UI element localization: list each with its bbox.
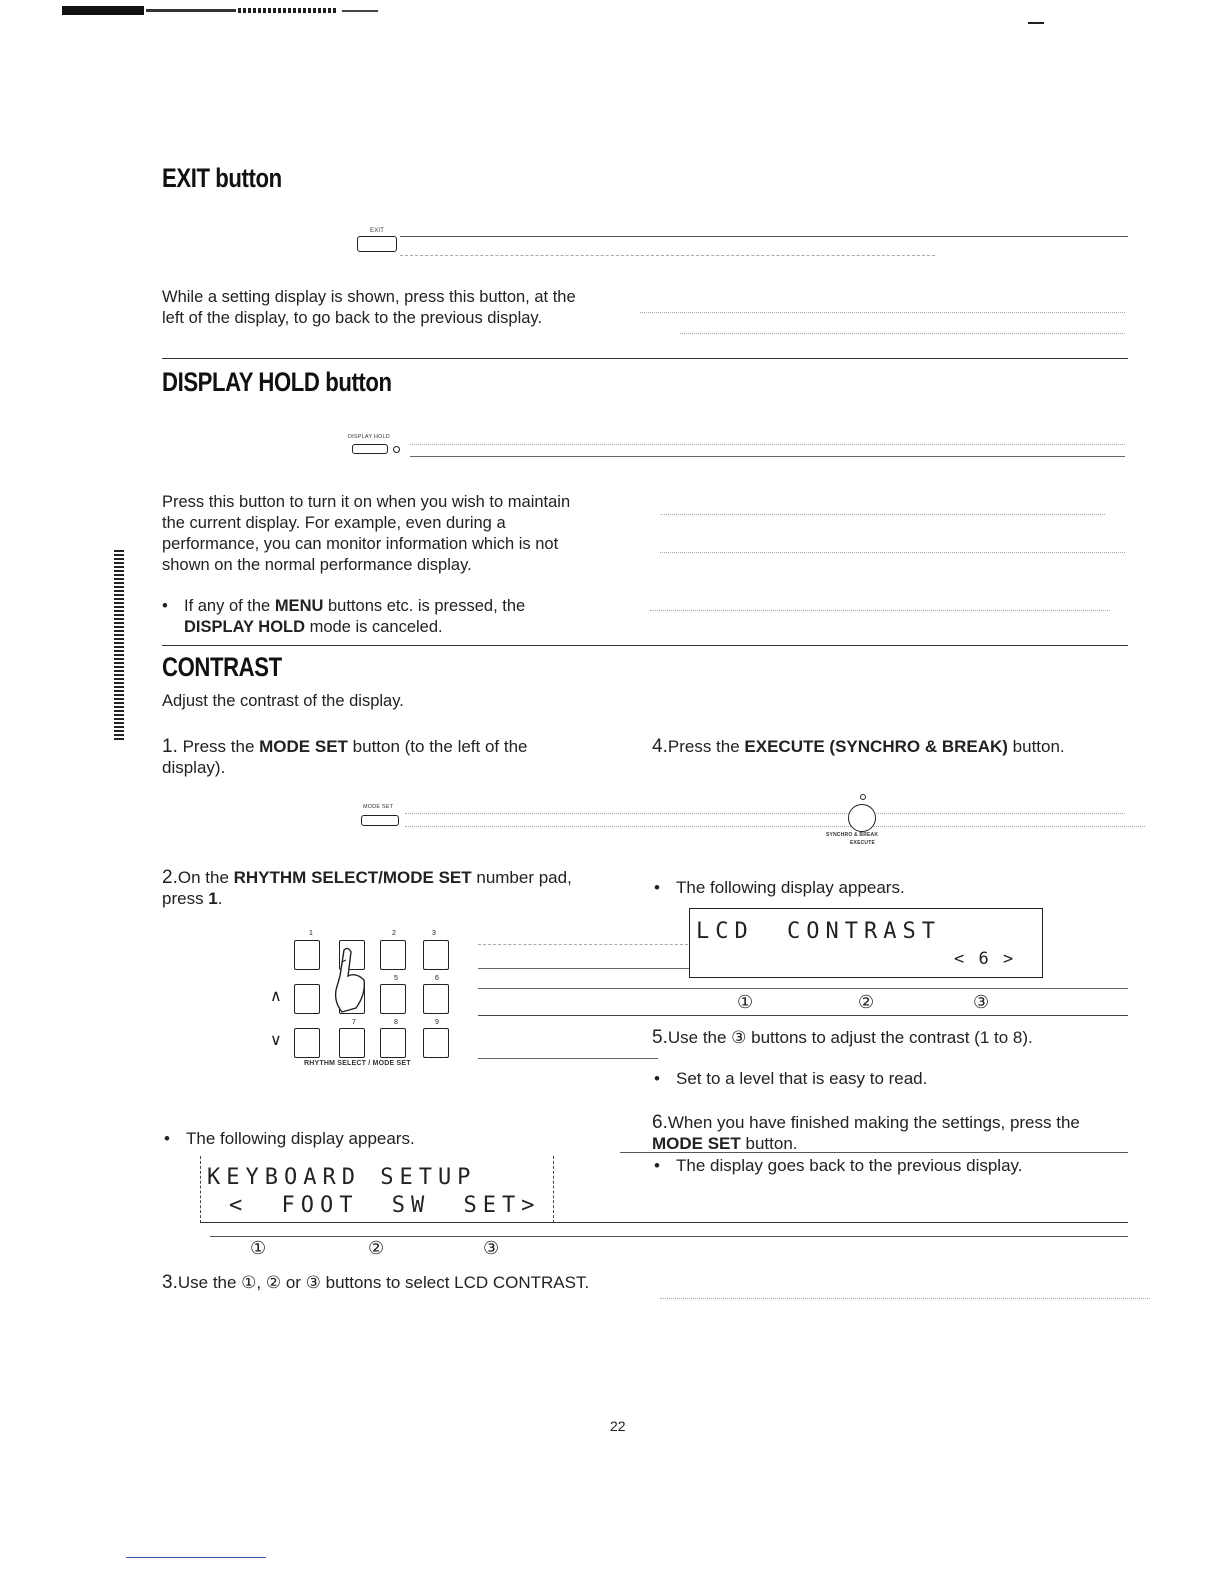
display-hold-led-icon bbox=[393, 446, 400, 453]
pad-number: 2 bbox=[392, 930, 396, 937]
step-5: 5.Use the ③ buttons to adjust the contrast (1 to 8). bbox=[652, 1027, 1033, 1048]
exit-button-caption: EXIT bbox=[370, 228, 385, 234]
pad-key-4[interactable] bbox=[294, 984, 320, 1014]
pad-number: 8 bbox=[394, 1019, 398, 1026]
pad-number: 3 bbox=[432, 930, 436, 937]
lcd1-button-3[interactable]: ③ bbox=[483, 1238, 500, 1259]
pad-number: 7 bbox=[352, 1019, 356, 1026]
pad-up-arrow[interactable]: ∧ bbox=[270, 988, 282, 1005]
binding-marks bbox=[114, 550, 124, 740]
execute-button[interactable] bbox=[848, 804, 876, 832]
page-number: 22 bbox=[610, 1418, 626, 1434]
rhythm-select-number-pad bbox=[266, 928, 476, 1073]
step-3: 3.Use the ①, ② or ③ buttons to select LCD CONTRAST. bbox=[162, 1272, 590, 1293]
step-6-note: • The display goes back to the previous display. bbox=[676, 1155, 1116, 1176]
lcd2-button-3[interactable]: ③ bbox=[973, 992, 990, 1013]
lcd2-button-2[interactable]: ② bbox=[858, 992, 875, 1013]
display-hold-section-title: DISPLAY HOLD button bbox=[162, 367, 392, 397]
pad-key-9[interactable] bbox=[380, 1028, 406, 1058]
header-strip bbox=[62, 6, 382, 16]
display-hold-button[interactable] bbox=[352, 444, 388, 454]
contrast-section-title: CONTRAST bbox=[162, 652, 282, 682]
step-4: 4.Press the EXECUTE (SYNCHRO & BREAK) button. bbox=[652, 736, 1065, 757]
lcd1-button-1[interactable]: ① bbox=[250, 1238, 267, 1259]
pad-key-8[interactable] bbox=[339, 1028, 365, 1058]
step-6: 6.When you have finished making the settings, press the MODE SET button. bbox=[652, 1112, 1080, 1153]
step-5-note: • Set to a level that is easy to read. bbox=[676, 1068, 1096, 1089]
pad-number: 9 bbox=[435, 1019, 439, 1026]
pad-key-6b[interactable] bbox=[423, 984, 449, 1014]
pad-key-3b[interactable] bbox=[423, 940, 449, 970]
lcd2-button-1[interactable]: ① bbox=[737, 992, 754, 1013]
mode-set-button[interactable] bbox=[361, 815, 399, 826]
exit-section-title: EXIT button bbox=[162, 163, 282, 193]
display-hold-description: Press this button to turn it on when you wish to maintain the current display. For example, even during a performance, you can monitor information which is not shown on the normal performance display. bbox=[162, 493, 571, 574]
exit-button[interactable] bbox=[357, 236, 397, 252]
pad-key-7[interactable] bbox=[294, 1028, 320, 1058]
display-hold-button-caption: DISPLAY HOLD bbox=[348, 434, 390, 440]
exit-description: While a setting display is shown, press this button, at the left of the display, to go back to the previous display. bbox=[162, 288, 576, 327]
step-2: 2.On the RHYTHM SELECT/MODE SET number pad, press 1. bbox=[162, 867, 572, 908]
contrast-intro: Adjust the contrast of the display. bbox=[162, 692, 404, 710]
footer-line bbox=[126, 1557, 266, 1558]
lcd1-line2: < FOOT SW SET> bbox=[229, 1193, 541, 1218]
lcd-keyboard-setup bbox=[200, 1156, 554, 1223]
lcd2-line1: LCD CONTRAST bbox=[696, 919, 941, 944]
lcd1-button-2[interactable]: ② bbox=[368, 1238, 385, 1259]
pad-key-9b[interactable] bbox=[423, 1028, 449, 1058]
execute-led-icon bbox=[860, 794, 866, 800]
display-hold-note: • If any of the MENU buttons etc. is pressed, the DISPLAY HOLD mode is canceled. bbox=[184, 596, 588, 638]
lcd1-line1: KEYBOARD SETUP bbox=[207, 1165, 477, 1190]
mode-set-caption: MODE SET bbox=[363, 804, 394, 810]
pad-number: 1 bbox=[309, 930, 313, 937]
pad-number: 6 bbox=[435, 975, 439, 982]
step-1: 1. Press the MODE SET button (to the left of the display). bbox=[162, 736, 528, 777]
lcd-contrast bbox=[689, 908, 1043, 978]
pad-key-1[interactable] bbox=[294, 940, 320, 970]
finger-press-icon bbox=[326, 946, 386, 1026]
pad-caption: RHYTHM SELECT / MODE SET bbox=[304, 1060, 411, 1067]
pad-number: 5 bbox=[394, 975, 398, 982]
execute-caption-1: SYNCHRO & BREAK bbox=[826, 832, 879, 838]
lcd2-line2: < 6 > bbox=[954, 949, 1016, 969]
following-display-note-1: • The following display appears. bbox=[186, 1128, 586, 1149]
following-display-note-2: • The following display appears. bbox=[676, 877, 1076, 898]
execute-caption-2: EXECUTE bbox=[850, 840, 876, 846]
pad-down-arrow[interactable]: ∨ bbox=[270, 1032, 282, 1049]
